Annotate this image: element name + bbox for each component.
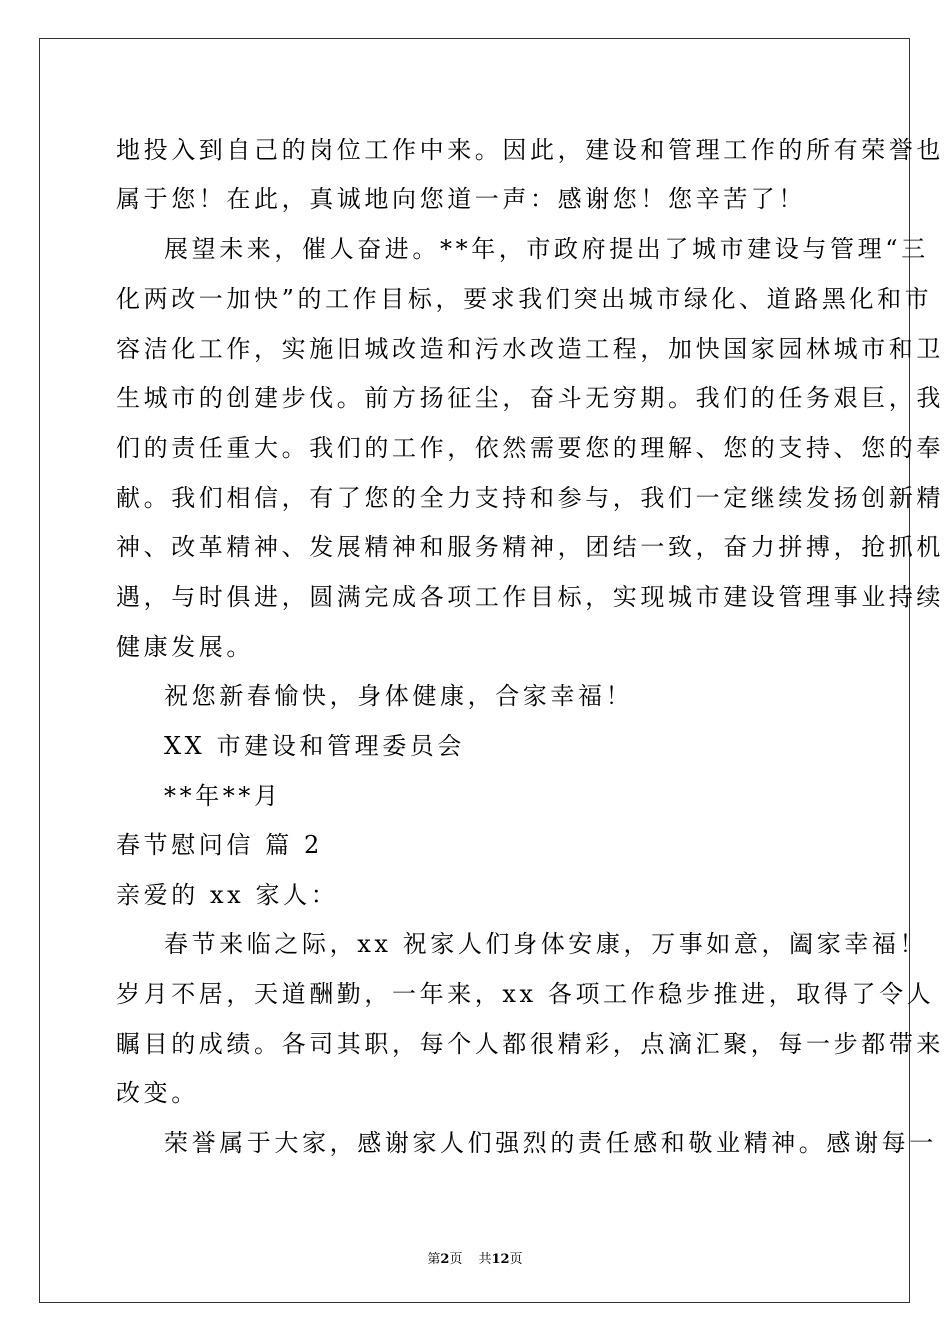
footer-page-unit: 页 — [449, 1252, 463, 1267]
body-text-line-7: 们的责任重大。我们的工作，依然需要您的理解、您的支持、您的奉 — [116, 434, 944, 462]
footer-total-prefix: 共 — [478, 1252, 492, 1267]
date-line: **年**月 — [164, 782, 282, 810]
footer-page-current: 2 — [440, 1252, 450, 1267]
body-text-line-19: 瞩目的成绩。各司其职，每个人都很精彩，点滴汇聚，每一步都带来 — [116, 1030, 944, 1058]
signature-line: XX 市建设和管理委员会 — [164, 732, 465, 760]
page-footer — [0, 1248, 950, 1267]
section-heading: 春节慰问信 篇 2 — [116, 831, 323, 859]
body-text-line-9: 神、改革精神、发展精神和服务精神，团结一致，奋力拼搏，抢抓机 — [116, 533, 944, 561]
body-text-line-20: 改变。 — [116, 1079, 199, 1107]
body-text-line-4: 化两改一加快”的工作目标，要求我们突出城市绿化、道路黑化和市 — [116, 285, 933, 313]
body-text-line-18: 岁月不居，天道酬勤，一年来，xx 各项工作稳步推进，取得了令人 — [116, 980, 935, 1008]
footer-page-total: 12 — [491, 1252, 510, 1267]
body-text-line-17: 春节来临之际，xx 祝家人们身体安康，万事如意，阖家幸福！ — [164, 930, 928, 958]
body-text-line-6: 生城市的创建步伐。前方扬征尘，奋斗无穷期。我们的任务艰巨，我 — [116, 384, 944, 412]
body-text-line-21: 荣誉属于大家，感谢家人们强烈的责任感和敬业精神。感谢每一 — [164, 1129, 937, 1157]
page-border — [39, 38, 910, 1303]
footer-total-unit: 页 — [509, 1252, 523, 1267]
body-text-line-5: 容洁化工作，实施旧城改造和污水改造工程，加快国家园林城市和卫 — [116, 335, 944, 363]
body-text-line-2: 属于您！在此，真诚地向您道一声：感谢您！您辛苦了！ — [116, 185, 806, 213]
body-text-line-3: 展望未来，催人奋进。**年，市政府提出了城市建设与管理“三 — [164, 235, 929, 263]
body-text-line-8: 献。我们相信，有了您的全力支持和参与，我们一定继续发扬创新精 — [116, 484, 944, 512]
body-text-line-10: 遇，与时俱进，圆满完成各项工作目标，实现城市建设管理事业持续 — [116, 583, 944, 611]
salutation-line: 亲爱的 xx 家人： — [116, 881, 339, 909]
body-text-line-11: 健康发展。 — [116, 633, 254, 661]
greeting-line: 祝您新春愉快，身体健康，合家幸福！ — [164, 682, 634, 710]
body-text-line-1: 地投入到自己的岗位工作中来。因此，建设和管理工作的所有荣誉也 — [116, 136, 944, 164]
footer-page-prefix: 第 — [427, 1252, 441, 1267]
